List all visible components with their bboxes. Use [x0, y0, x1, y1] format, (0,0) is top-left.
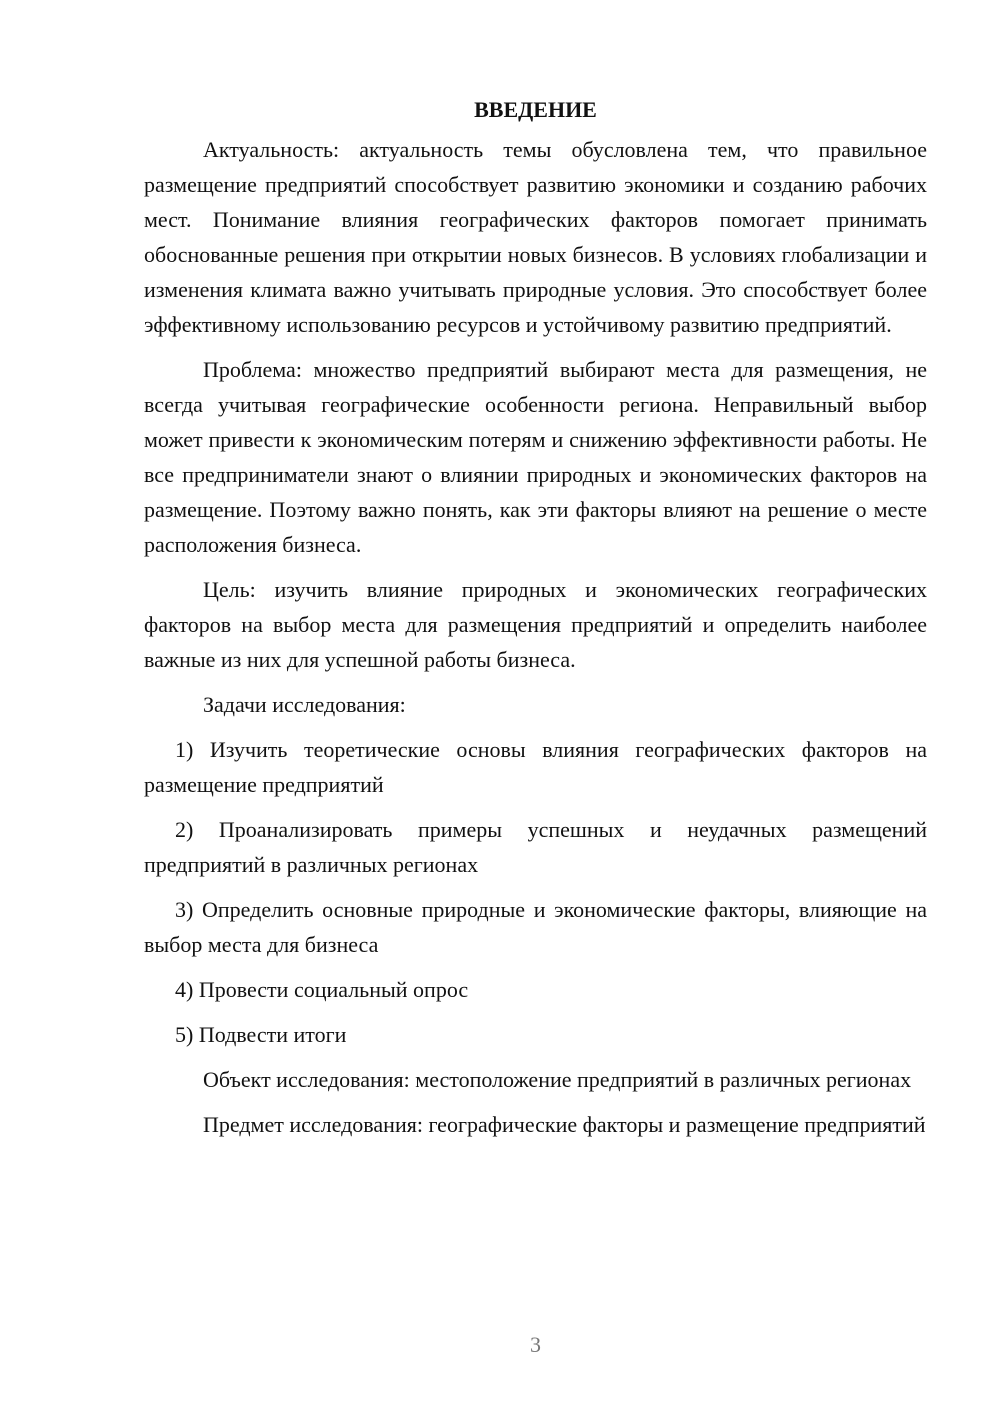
paragraph-problem: Проблема: множество предприятий выбирают места для размещения, не всегда учитывая географические особенности региона. Неправильный выбор может привести к экономическим потерям и снижению эффективности работы. Не все предприниматели знают о влиянии природных и экономических факторов на размещение. Поэтому важно понять, как эти факторы влияют на решение о месте расположения бизнеса.	[144, 357, 927, 557]
paragraph-goal: Цель: изучить влияние природных и экономических географических факторов на выбор места для размещения предприятий и определить наиболее важные из них для успешной работы бизнеса.	[144, 577, 927, 672]
page-title: ВВЕДЕНИЕ	[474, 97, 597, 122]
tasks-heading: Задачи исследования:	[203, 692, 406, 717]
task-item-4: 4) Провести социальный опрос	[175, 977, 469, 1002]
page-content	[144, 92, 927, 1152]
task-item-2: 2) Проанализировать примеры успешных и неудачных размещений предприятий в различных регионах	[144, 817, 927, 877]
paragraph-relevance: Актуальность: актуальность темы обусловлена тем, что правильное размещение предприятий способствует развитию экономики и созданию рабочих мест. Понимание влияния географических факторов помогает принимать обоснованные решения при открытии новых бизнесов. В условиях глобализации и изменения климата важно учитывать природные условия. Это способствует более эффективному использованию ресурсов и устойчивому развитию предприятий.	[144, 137, 927, 337]
paragraph-subject: Предмет исследования: географические факторы и размещение предприятий	[203, 1112, 926, 1137]
paragraph-object: Объект исследования: местоположение предприятий в различных регионах	[203, 1067, 912, 1092]
task-item-5: 5) Подвести итоги	[175, 1022, 347, 1047]
page-number: 3	[530, 1332, 541, 1357]
task-item-1: 1) Изучить теоретические основы влияния географических факторов на размещение предприятий	[144, 737, 927, 797]
task-item-3: 3) Определить основные природные и экономические факторы, влияющие на выбор места для бизнеса	[144, 897, 927, 957]
